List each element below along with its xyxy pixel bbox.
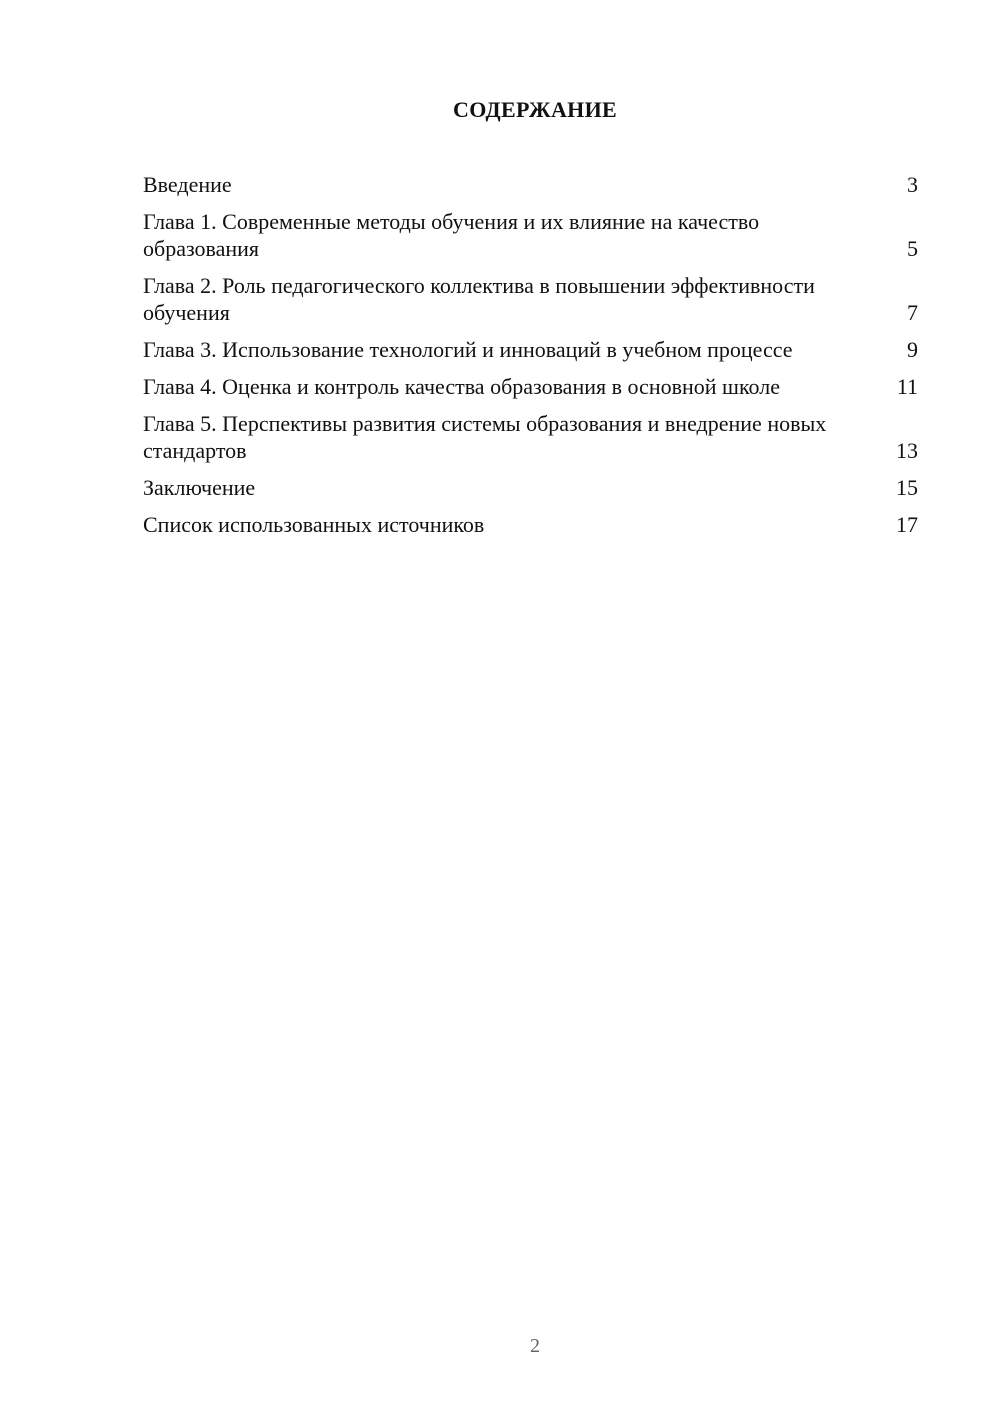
toc-entry-page: 5 [907, 236, 918, 261]
toc-entry-chapter-2[interactable] [143, 272, 918, 326]
toc-entry-chapter-3[interactable] [143, 336, 918, 363]
toc-entry-title: Заключение [143, 475, 256, 500]
toc-entry-title: Введение [143, 172, 232, 197]
toc-entry-title: Глава 3. Использование технологий и инноваций в учебном процессе [143, 337, 793, 362]
toc-entry-page: 11 [896, 374, 918, 399]
toc-entry-page: 7 [907, 300, 918, 325]
toc-entry-page: 3 [907, 172, 918, 197]
toc-entry-chapter-5[interactable] [143, 410, 918, 464]
toc-entry-references[interactable] [143, 511, 918, 538]
toc-entry-title: Глава 1. Современные методы обучения и их влияние на качество образования [143, 209, 760, 261]
toc-entry-title: Глава 4. Оценка и контроль качества образования в основной школе [143, 374, 780, 399]
toc-entry-chapter-1[interactable] [143, 208, 918, 262]
page-number: 2 [530, 1335, 540, 1357]
toc-entry-page: 9 [907, 337, 918, 362]
toc-entry-introduction[interactable] [143, 171, 918, 198]
toc-entry-chapter-4[interactable] [143, 373, 918, 400]
toc-entry-page: 15 [896, 475, 918, 500]
toc-entry-conclusion[interactable] [143, 474, 918, 501]
toc-entry-title: Список использованных источников [143, 512, 485, 537]
table-of-contents [143, 171, 918, 548]
toc-entry-title: Глава 5. Перспективы развития системы образования и внедрение новых стандартов [143, 411, 827, 463]
toc-entry-page: 17 [896, 512, 918, 537]
toc-heading: СОДЕРЖАНИЕ [453, 97, 617, 122]
toc-entry-title: Глава 2. Роль педагогического коллектива в повышении эффективности обучения [143, 273, 815, 325]
toc-entry-page: 13 [896, 438, 918, 463]
